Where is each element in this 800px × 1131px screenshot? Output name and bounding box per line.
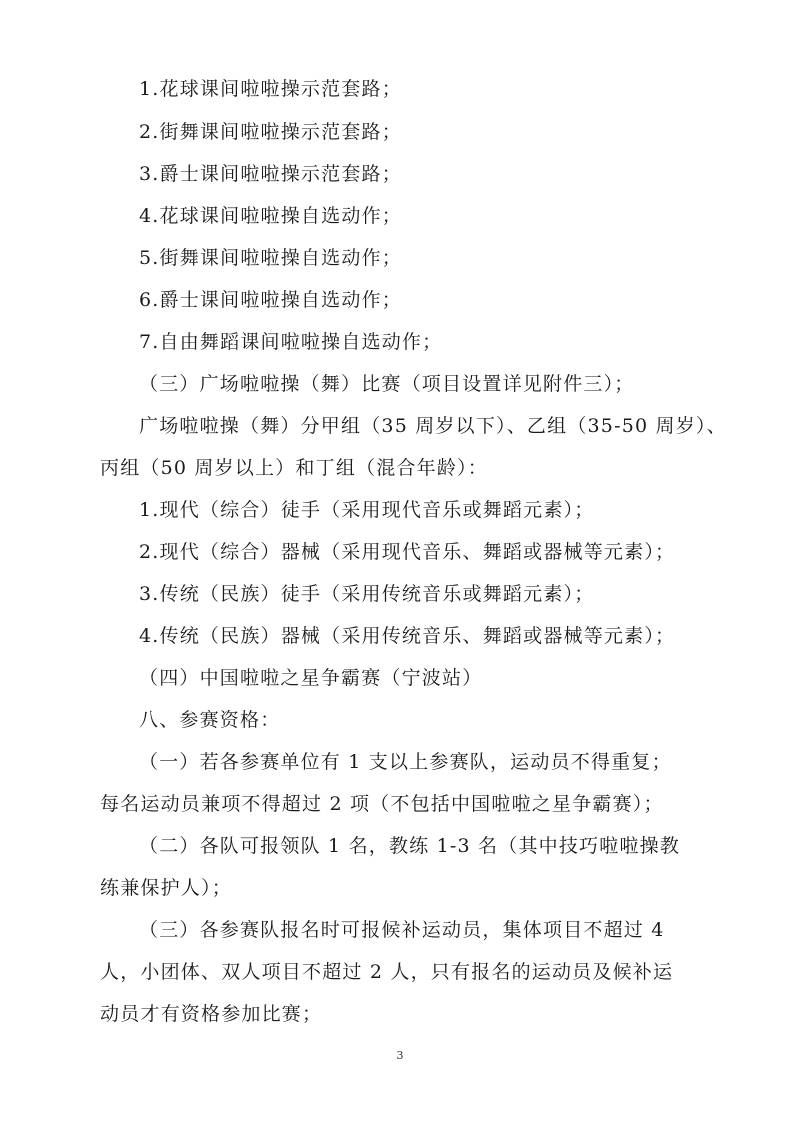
paragraph-line: （一）若各参赛单位有 1 支以上参赛队，运动员不得重复； — [139, 751, 672, 773]
paragraph-line: 每名运动员兼项不得超过 2 项（不包括中国啦啦之星争霸赛）； — [100, 793, 664, 815]
list-item-2: 2.街舞课间啦啦操示范套路； — [139, 121, 402, 143]
section-heading-cheer-star: （四）中国啦啦之星争霸赛（宁波站） — [139, 667, 483, 689]
paragraph-line: 动员才有资格参加比赛； — [100, 1003, 323, 1025]
list-item-3: 3.爵士课间啦啦操示范套路； — [139, 163, 402, 185]
list-item-traditional-freehand: 3.传统（民族）徒手（采用传统音乐或舞蹈元素）； — [139, 583, 595, 605]
list-item-modern-equipment: 2.现代（综合）器械（采用现代音乐、舞蹈或器械等元素）； — [139, 541, 676, 563]
section-heading-eligibility: 八、参赛资格： — [139, 709, 281, 731]
list-item-7: 7.自由舞蹈课间啦啦操自选动作； — [139, 331, 443, 353]
list-item-5: 5.街舞课间啦啦操自选动作； — [139, 247, 402, 269]
list-item-traditional-equipment: 4.传统（民族）器械（采用传统音乐、舞蹈或器械等元素）； — [139, 625, 676, 647]
paragraph-line: 广场啦啦操（舞）分甲组（35 周岁以下）、乙组（35-50 周岁）、 — [139, 415, 727, 437]
paragraph-line: 丙组（50 周岁以上）和丁组（混合年龄）： — [100, 457, 488, 479]
paragraph-line: （三）各参赛队报名时可报候补运动员，集体项目不超过 4 — [139, 919, 665, 941]
list-item-modern-freehand: 1.现代（综合）徒手（采用现代音乐或舞蹈元素）； — [139, 499, 595, 521]
page-number: 3 — [396, 1049, 404, 1062]
paragraph-line: 练兼保护人）； — [100, 877, 232, 899]
list-item-4: 4.花球课间啦啦操自选动作； — [139, 205, 402, 227]
section-heading-square-dance: （三）广场啦啦操（舞）比赛（项目设置详见附件三）； — [139, 373, 635, 395]
list-item-1: 1.花球课间啦啦操示范套路； — [139, 78, 402, 100]
paragraph-line: 人，小团体、双人项目不超过 2 人，只有报名的运动员及候补运 — [100, 961, 674, 983]
paragraph-line: （二）各队可报领队 1 名，教练 1-3 名（其中技巧啦啦操教 — [139, 835, 681, 857]
list-item-6: 6.爵士课间啦啦操自选动作； — [139, 289, 402, 311]
